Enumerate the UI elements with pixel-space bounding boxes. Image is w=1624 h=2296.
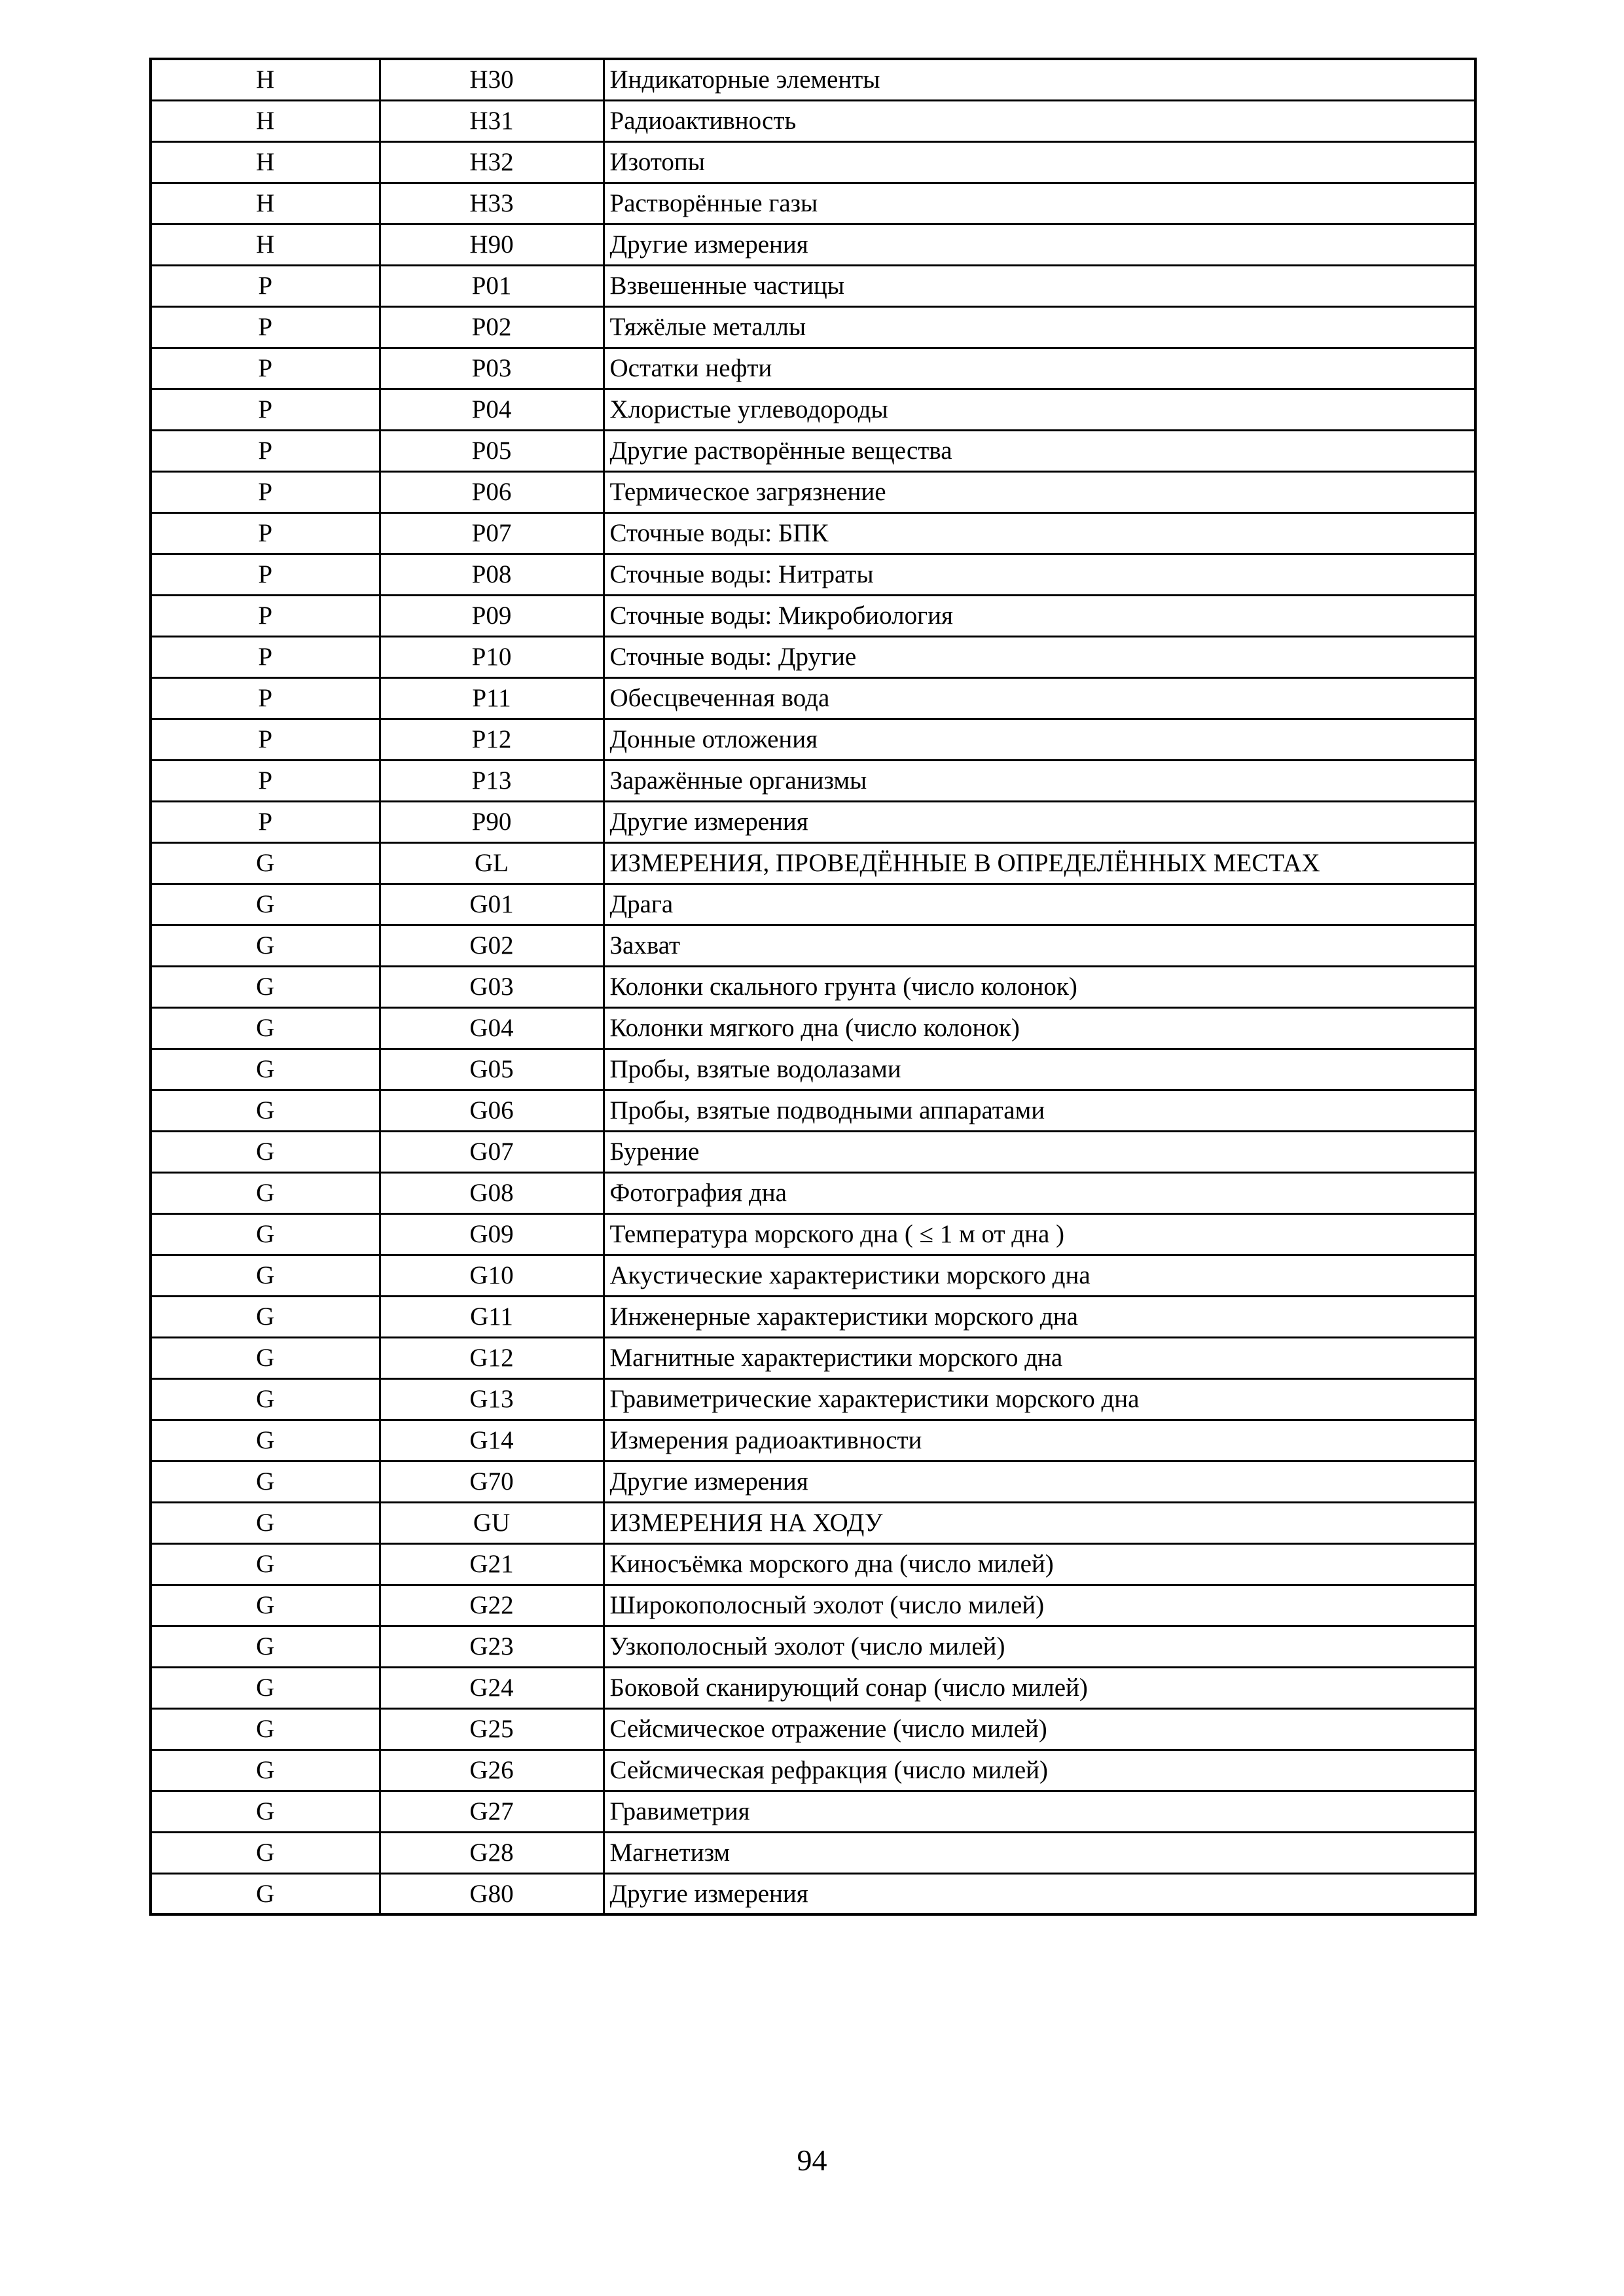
group-cell: H — [151, 59, 380, 100]
description-cell: Сейсмическое отражение (число милей) — [604, 1708, 1475, 1749]
table-row — [151, 512, 1475, 554]
table-row — [151, 1296, 1475, 1337]
code-cell: P03 — [380, 348, 604, 389]
description-cell: Другие измерения — [604, 1461, 1475, 1502]
table-row — [151, 925, 1475, 966]
table-row — [151, 430, 1475, 471]
code-cell: P01 — [380, 265, 604, 306]
group-cell: H — [151, 141, 380, 183]
group-cell: G — [151, 1213, 380, 1255]
code-cell: G07 — [380, 1131, 604, 1172]
page-number: 94 — [797, 2144, 827, 2177]
table-row — [151, 265, 1475, 306]
code-cell: G11 — [380, 1296, 604, 1337]
table-row — [151, 595, 1475, 636]
code-table-body — [151, 59, 1475, 1914]
group-cell: G — [151, 1832, 380, 1873]
group-cell: G — [151, 1337, 380, 1378]
code-cell: G25 — [380, 1708, 604, 1749]
group-cell: P — [151, 471, 380, 512]
code-cell: P11 — [380, 677, 604, 719]
group-cell: P — [151, 348, 380, 389]
description-cell: ИЗМЕРЕНИЯ НА ХОДУ — [604, 1502, 1475, 1543]
group-cell: G — [151, 1131, 380, 1172]
group-cell: P — [151, 430, 380, 471]
code-cell: P06 — [380, 471, 604, 512]
group-cell: G — [151, 1296, 380, 1337]
group-cell: G — [151, 1461, 380, 1502]
code-cell: P90 — [380, 801, 604, 842]
description-cell: Хлористые углеводороды — [604, 389, 1475, 430]
code-cell: G10 — [380, 1255, 604, 1296]
description-cell: Температура морского дна ( ≤ 1 м от дна ) — [604, 1213, 1475, 1255]
group-cell: H — [151, 100, 380, 141]
group-cell: G — [151, 1502, 380, 1543]
group-cell: H — [151, 183, 380, 224]
code-cell: P09 — [380, 595, 604, 636]
code-cell: G23 — [380, 1626, 604, 1667]
group-cell: G — [151, 1873, 380, 1914]
description-cell: Магнитные характеристики морского дна — [604, 1337, 1475, 1378]
description-cell: Индикаторные элементы — [604, 59, 1475, 100]
table-row — [151, 1337, 1475, 1378]
code-cell: G05 — [380, 1049, 604, 1090]
table-row — [151, 1791, 1475, 1832]
description-cell: Узкополосный эхолот (число милей) — [604, 1626, 1475, 1667]
description-cell: Другие измерения — [604, 224, 1475, 265]
group-cell: G — [151, 1543, 380, 1585]
table-row — [151, 1543, 1475, 1585]
table-row — [151, 1131, 1475, 1172]
table-row — [151, 1420, 1475, 1461]
code-cell: G13 — [380, 1378, 604, 1420]
code-cell: P04 — [380, 389, 604, 430]
group-cell: G — [151, 1708, 380, 1749]
group-cell: G — [151, 1791, 380, 1832]
group-cell: H — [151, 224, 380, 265]
table-row — [151, 224, 1475, 265]
description-cell: Боковой сканирующий сонар (число милей) — [604, 1667, 1475, 1708]
code-cell: G22 — [380, 1585, 604, 1626]
group-cell: P — [151, 636, 380, 677]
group-cell: P — [151, 719, 380, 760]
table-row — [151, 1749, 1475, 1791]
code-cell: GL — [380, 842, 604, 884]
description-cell: Гравиметрия — [604, 1791, 1475, 1832]
code-cell: G08 — [380, 1172, 604, 1213]
description-cell: Фотография дна — [604, 1172, 1475, 1213]
description-cell: Тяжёлые металлы — [604, 306, 1475, 348]
group-cell: P — [151, 389, 380, 430]
table-row — [151, 1585, 1475, 1626]
code-cell: P12 — [380, 719, 604, 760]
description-cell: ИЗМЕРЕНИЯ, ПРОВЕДЁННЫЕ В ОПРЕДЕЛЁННЫХ МЕСТАХ — [604, 842, 1475, 884]
table-row — [151, 1832, 1475, 1873]
table-row — [151, 1626, 1475, 1667]
table-row — [151, 306, 1475, 348]
description-cell: Остатки нефти — [604, 348, 1475, 389]
code-cell: G06 — [380, 1090, 604, 1131]
code-cell: G01 — [380, 884, 604, 925]
group-cell: G — [151, 1090, 380, 1131]
description-cell: Драга — [604, 884, 1475, 925]
description-cell: Изотопы — [604, 141, 1475, 183]
table-row — [151, 1708, 1475, 1749]
group-cell: P — [151, 306, 380, 348]
table-row — [151, 100, 1475, 141]
group-cell: G — [151, 1172, 380, 1213]
description-cell: Растворённые газы — [604, 183, 1475, 224]
group-cell: G — [151, 842, 380, 884]
group-cell: G — [151, 1255, 380, 1296]
group-cell: P — [151, 554, 380, 595]
description-cell: Захват — [604, 925, 1475, 966]
group-cell: P — [151, 265, 380, 306]
table-row — [151, 636, 1475, 677]
code-cell: H90 — [380, 224, 604, 265]
description-cell: Пробы, взятые подводными аппаратами — [604, 1090, 1475, 1131]
table-row — [151, 1172, 1475, 1213]
group-cell: G — [151, 1007, 380, 1049]
table-row — [151, 884, 1475, 925]
group-cell: G — [151, 884, 380, 925]
description-cell: Термическое загрязнение — [604, 471, 1475, 512]
description-cell: Сейсмическая рефракция (число милей) — [604, 1749, 1475, 1791]
table-row — [151, 1090, 1475, 1131]
table-row — [151, 1007, 1475, 1049]
group-cell: G — [151, 966, 380, 1007]
code-cell: G27 — [380, 1791, 604, 1832]
table-row — [151, 554, 1475, 595]
description-cell: Сточные воды: БПК — [604, 512, 1475, 554]
code-cell: G02 — [380, 925, 604, 966]
table-row — [151, 1255, 1475, 1296]
description-cell: Другие измерения — [604, 801, 1475, 842]
code-cell: G26 — [380, 1749, 604, 1791]
description-cell: Обесцвеченная вода — [604, 677, 1475, 719]
description-cell: Бурение — [604, 1131, 1475, 1172]
code-cell: H32 — [380, 141, 604, 183]
group-cell: P — [151, 801, 380, 842]
code-cell: P10 — [380, 636, 604, 677]
group-cell: G — [151, 1585, 380, 1626]
description-cell: Пробы, взятые водолазами — [604, 1049, 1475, 1090]
description-cell: Акустические характеристики морского дна — [604, 1255, 1475, 1296]
group-cell: P — [151, 677, 380, 719]
table-row — [151, 389, 1475, 430]
table-row — [151, 677, 1475, 719]
code-table — [149, 58, 1477, 1916]
table-row — [151, 1049, 1475, 1090]
code-cell: G09 — [380, 1213, 604, 1255]
description-cell: Колонки скального грунта (число колонок) — [604, 966, 1475, 1007]
code-cell: P13 — [380, 760, 604, 801]
code-cell: G04 — [380, 1007, 604, 1049]
table-row — [151, 719, 1475, 760]
code-cell: H31 — [380, 100, 604, 141]
code-cell: G14 — [380, 1420, 604, 1461]
group-cell: G — [151, 1667, 380, 1708]
code-cell: G12 — [380, 1337, 604, 1378]
code-cell: G70 — [380, 1461, 604, 1502]
table-row — [151, 842, 1475, 884]
table-row — [151, 760, 1475, 801]
description-cell: Сточные воды: Другие — [604, 636, 1475, 677]
description-cell: Сточные воды: Микробиология — [604, 595, 1475, 636]
code-cell: G80 — [380, 1873, 604, 1914]
code-cell: G24 — [380, 1667, 604, 1708]
group-cell: P — [151, 760, 380, 801]
group-cell: G — [151, 1749, 380, 1791]
description-cell: Другие растворённые вещества — [604, 430, 1475, 471]
code-cell: H33 — [380, 183, 604, 224]
code-cell: P07 — [380, 512, 604, 554]
code-cell: P02 — [380, 306, 604, 348]
description-cell: Радиоактивность — [604, 100, 1475, 141]
description-cell: Колонки мягкого дна (число колонок) — [604, 1007, 1475, 1049]
code-cell: G28 — [380, 1832, 604, 1873]
description-cell: Донные отложения — [604, 719, 1475, 760]
table-row — [151, 966, 1475, 1007]
table-row — [151, 348, 1475, 389]
description-cell: Инженерные характеристики морского дна — [604, 1296, 1475, 1337]
description-cell: Широкополосный эхолот (число милей) — [604, 1585, 1475, 1626]
group-cell: G — [151, 1049, 380, 1090]
description-cell: Другие измерения — [604, 1873, 1475, 1914]
description-cell: Измерения радиоактивности — [604, 1420, 1475, 1461]
table-row — [151, 1873, 1475, 1914]
description-cell: Гравиметрические характеристики морского дна — [604, 1378, 1475, 1420]
group-cell: G — [151, 1378, 380, 1420]
table-row — [151, 59, 1475, 100]
table-row — [151, 183, 1475, 224]
table-row — [151, 1502, 1475, 1543]
table-row — [151, 1378, 1475, 1420]
group-cell: P — [151, 512, 380, 554]
description-cell: Взвешенные частицы — [604, 265, 1475, 306]
table-row — [151, 801, 1475, 842]
code-cell: P08 — [380, 554, 604, 595]
code-cell: GU — [380, 1502, 604, 1543]
group-cell: G — [151, 1420, 380, 1461]
table-row — [151, 471, 1475, 512]
table-row — [151, 141, 1475, 183]
group-cell: P — [151, 595, 380, 636]
description-cell: Заражённые организмы — [604, 760, 1475, 801]
description-cell: Сточные воды: Нитраты — [604, 554, 1475, 595]
group-cell: G — [151, 925, 380, 966]
group-cell: G — [151, 1626, 380, 1667]
code-cell: P05 — [380, 430, 604, 471]
description-cell: Магнетизм — [604, 1832, 1475, 1873]
code-cell: G03 — [380, 966, 604, 1007]
table-row — [151, 1213, 1475, 1255]
description-cell: Киносъёмка морского дна (число милей) — [604, 1543, 1475, 1585]
table-row — [151, 1667, 1475, 1708]
code-cell: G21 — [380, 1543, 604, 1585]
code-cell: H30 — [380, 59, 604, 100]
table-row — [151, 1461, 1475, 1502]
